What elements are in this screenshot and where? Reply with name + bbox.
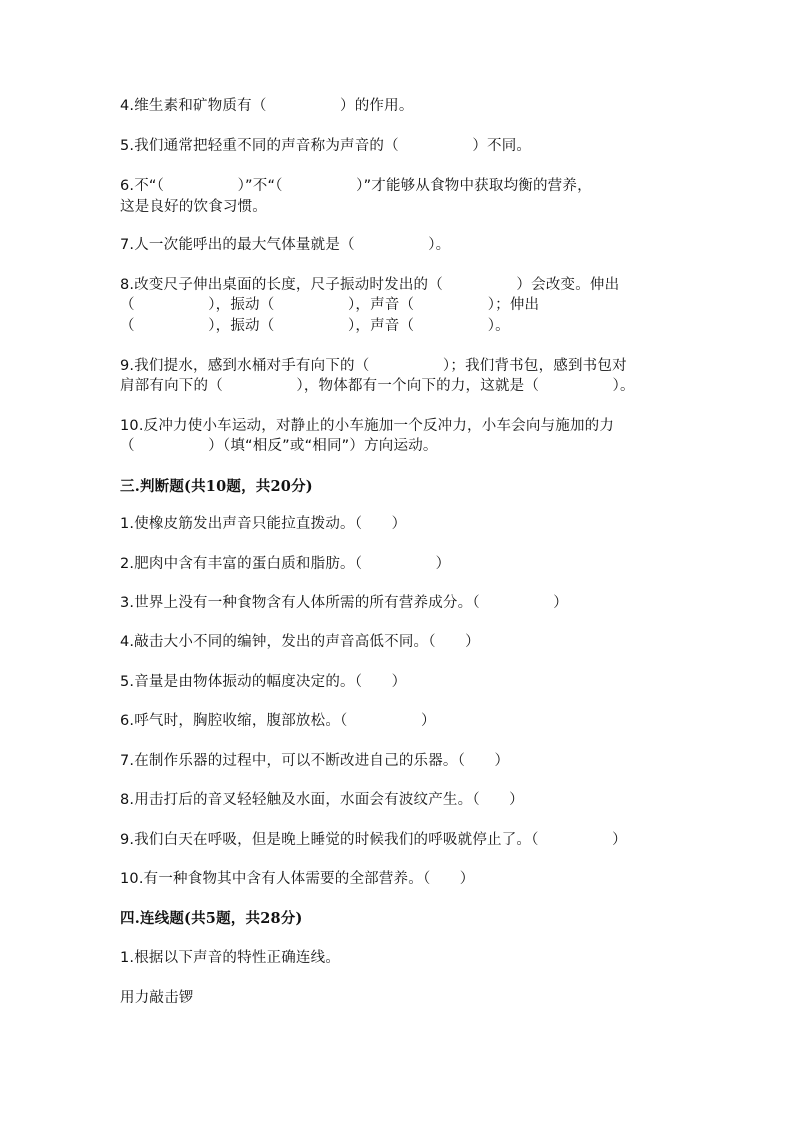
matching-section-heading: 四.连线题(共5题，共28分) bbox=[120, 910, 303, 927]
fill-question-8-line-1: 8.改变尺子伸出桌面的长度，尺子振动时发出的（ ）会改变。伸出 bbox=[120, 277, 620, 293]
fill-question-10-line-2: （ ）（填“相反”或“相同”）方向运动。 bbox=[120, 438, 438, 454]
matching-item-1: 用力敲击锣 bbox=[120, 990, 194, 1006]
judgment-section-heading: 三.判断题(共10题，共20分) bbox=[120, 478, 313, 495]
fill-question-6-line-1: 6.不“（ ）”不“（ ）”才能够从食物中获取均衡的营养， bbox=[120, 178, 592, 194]
judgment-item-2: 2.肥肉中含有丰富的蛋白质和脂肪。（ ） bbox=[120, 556, 451, 572]
judgment-item-4: 4.敲击大小不同的编钟，发出的声音高低不同。（ ） bbox=[120, 634, 480, 650]
fill-question-9-line-1: 9.我们提水，感到水桶对手有向下的（ ）；我们背书包，感到书包对 bbox=[120, 358, 627, 374]
fill-question-10-line-1: 10.反冲力使小车运动，对静止的小车施加一个反冲力，小车会向与施加的力 bbox=[120, 418, 615, 434]
fill-question-7: 7.人一次能呼出的最大气体量就是（ ）。 bbox=[120, 237, 451, 253]
judgment-item-1: 1.使橡皮筋发出声音只能拉直拨动。（ ） bbox=[120, 516, 407, 532]
fill-question-5: 5.我们通常把轻重不同的声音称为声音的（ ）不同。 bbox=[120, 138, 532, 154]
judgment-item-9: 9.我们白天在呼吸，但是晚上睡觉的时候我们的呼吸就停止了。（ ） bbox=[120, 832, 627, 848]
judgment-item-8: 8.用击打后的音叉轻轻触及水面，水面会有波纹产生。（ ） bbox=[120, 792, 524, 808]
judgment-item-5: 5.音量是由物体振动的幅度决定的。（ ） bbox=[120, 674, 407, 690]
judgment-item-7: 7.在制作乐器的过程中，可以不断改进自己的乐器。（ ） bbox=[120, 753, 510, 769]
fill-question-8-line-2: （ ），振动（ ），声音（ ）；伸出 bbox=[120, 297, 540, 313]
matching-question-1: 1.根据以下声音的特性正确连线。 bbox=[120, 950, 341, 966]
fill-question-8-line-3: （ ），振动（ ），声音（ ）。 bbox=[120, 318, 510, 334]
fill-question-6-line-2: 这是良好的饮食习惯。 bbox=[120, 199, 267, 215]
judgment-item-3: 3.世界上没有一种食物含有人体所需的所有营养成分。（ ） bbox=[120, 595, 568, 611]
fill-question-4: 4.维生素和矿物质有（ ）的作用。 bbox=[120, 98, 414, 114]
judgment-item-6: 6.呼气时，胸腔收缩，腹部放松。（ ） bbox=[120, 713, 436, 729]
fill-question-9-line-2: 肩部有向下的（ ），物体都有一个向下的力，这就是（ ）。 bbox=[120, 378, 635, 394]
judgment-item-10: 10.有一种食物其中含有人体需要的全部营养。（ ） bbox=[120, 871, 475, 887]
